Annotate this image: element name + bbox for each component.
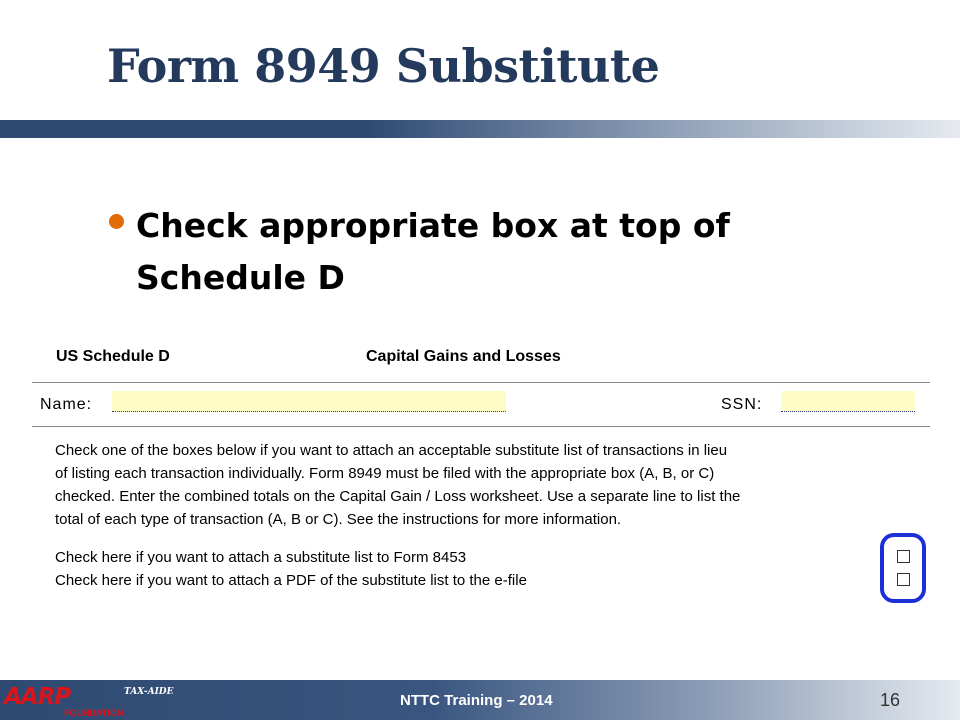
slide-title: Form 8949 Substitute — [107, 39, 660, 93]
bullet-dot — [109, 214, 124, 229]
form-header-title: US Schedule D — [56, 348, 170, 365]
form-header — [32, 338, 930, 383]
aarp-foundation-text: FOUNDATION — [64, 708, 124, 718]
name-label: Name: — [40, 396, 93, 413]
ssn-label: SSN: — [721, 396, 763, 413]
instruction-line: total of each type of transaction (A, B or C). See the instructions for more information. — [55, 511, 622, 528]
name-ssn-row — [32, 382, 930, 427]
schedule-d-form-screenshot — [32, 338, 932, 610]
name-field[interactable] — [112, 391, 506, 412]
footer-training-label: NTTC Training – 2014 — [400, 692, 553, 709]
page-number: 16 — [880, 690, 901, 710]
instruction-line: Check one of the boxes below if you want to attach an acceptable substitute list of transactions in lieu — [55, 442, 728, 459]
form-8453-check-label: Check here if you want to attach a substitute list to Form 8453 — [55, 549, 467, 566]
ssn-field[interactable] — [781, 391, 915, 412]
instruction-paragraph — [55, 439, 921, 531]
title-divider-bar — [0, 120, 960, 138]
instruction-line: checked. Enter the combined totals on the Capital Gain / Loss worksheet. Use a separate line to list the — [55, 488, 741, 505]
instruction-line: of listing each transaction individually. Form 8949 must be filed with the appropriate box (A, B, or C) — [55, 465, 715, 482]
pdf-attach-check-label: Check here if you want to attach a PDF of the substitute list to the e-file — [55, 572, 527, 589]
tax-aide-label: TAX-AIDE — [124, 687, 174, 697]
form-header-subtitle: Capital Gains and Losses — [366, 348, 561, 365]
form-8453-checkbox[interactable] — [897, 550, 910, 563]
aarp-logo: AARP — [4, 684, 71, 710]
pdf-attach-checkbox[interactable] — [897, 573, 910, 586]
checkbox-highlight-outline — [880, 533, 926, 603]
bullet-text: Check appropriate box at top of Schedule D — [136, 206, 730, 297]
